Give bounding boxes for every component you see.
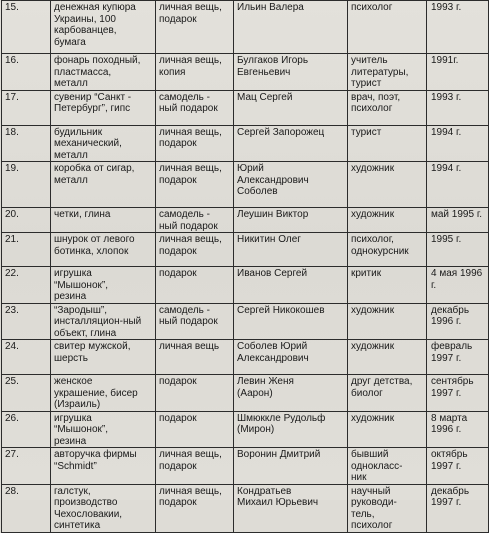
row-number: 16.	[2, 54, 51, 91]
date-received: май 1995 г.	[427, 208, 489, 233]
date-received: 1994 г.	[427, 162, 489, 208]
table-row	[2, 54, 489, 91]
item-description: коробка от сигар, металл	[51, 162, 156, 208]
table-row	[2, 411, 489, 448]
table-row	[2, 125, 489, 162]
date-received: 1991г.	[427, 54, 489, 91]
donor-occupation: художник	[348, 411, 427, 448]
donor-name: Левин Женя (Аарон)	[234, 375, 348, 412]
item-description: будильник механический, металл	[51, 125, 156, 162]
row-number: 18.	[2, 125, 51, 162]
donor-name: Кондратьев Михаил Юрьевич	[234, 484, 348, 532]
date-received: 1995 г.	[427, 233, 489, 267]
row-number: 28.	[2, 484, 51, 532]
donor-occupation: художник	[348, 208, 427, 233]
date-received: 8 марта 1996 г.	[427, 411, 489, 448]
table-row	[2, 90, 489, 125]
item-description: “Зародыш”, инсталляцион-ный объект, глина	[51, 303, 156, 340]
donor-name: Соболев Юрий Александрович	[234, 340, 348, 375]
item-type: подарок	[156, 411, 234, 448]
table-row	[2, 208, 489, 233]
donor-occupation: друг детства, биолог	[348, 375, 427, 412]
row-number: 26.	[2, 411, 51, 448]
row-number: 24.	[2, 340, 51, 375]
item-type: личная вещь, подарок	[156, 162, 234, 208]
donor-occupation: критик	[348, 267, 427, 304]
item-type: личная вещь, подарок	[156, 1, 234, 54]
donor-occupation: художник	[348, 162, 427, 208]
donor-name: Никитин Олег	[234, 233, 348, 267]
date-received: сентябрь 1997 г.	[427, 375, 489, 412]
item-type: самодель - ный подарок	[156, 90, 234, 125]
donor-name: Сергей Никокошев	[234, 303, 348, 340]
date-received: февраль 1997 г.	[427, 340, 489, 375]
item-type: самодель - ный подарок	[156, 208, 234, 233]
table-row	[2, 233, 489, 267]
donor-occupation: врач, поэт, психолог	[348, 90, 427, 125]
table-row	[2, 1, 489, 54]
item-description: игрушка “Мышонок”, резина	[51, 411, 156, 448]
item-type: подарок	[156, 375, 234, 412]
date-received: 1993 г.	[427, 1, 489, 54]
item-description: денежная купюра Украины, 100 карбованцев, бумага	[51, 1, 156, 54]
row-number: 20.	[2, 208, 51, 233]
table-row	[2, 375, 489, 412]
row-number: 23.	[2, 303, 51, 340]
item-type: личная вещь, подарок	[156, 125, 234, 162]
date-received: 1993 г.	[427, 90, 489, 125]
donor-name: Воронин Дмитрий	[234, 448, 348, 485]
donor-name: Сергей Запорожец	[234, 125, 348, 162]
item-description: сувенир “Санкт - Петербург”, гипс	[51, 90, 156, 125]
item-type: личная вещь, копия	[156, 54, 234, 91]
row-number: 17.	[2, 90, 51, 125]
date-received: декабрь 1997 г.	[427, 484, 489, 532]
table-row	[2, 267, 489, 304]
date-received: 1994 г.	[427, 125, 489, 162]
donor-name: Леушин Виктор	[234, 208, 348, 233]
donor-name: Булгаков Игорь Евгеньевич	[234, 54, 348, 91]
table-row	[2, 484, 489, 532]
date-received: декабрь 1996 г.	[427, 303, 489, 340]
item-description: игрушка “Мышонок”, резина	[51, 267, 156, 304]
donor-occupation: психолог, однокурсник	[348, 233, 427, 267]
item-description: авторучка фирмы “Schmidt”	[51, 448, 156, 485]
item-description: фонарь походный, пластмасса, металл	[51, 54, 156, 91]
table-row	[2, 303, 489, 340]
table-row	[2, 448, 489, 485]
item-description: женское украшение, бисер (Израиль)	[51, 375, 156, 412]
donor-occupation: бывший однокласс- ник	[348, 448, 427, 485]
donor-name: Иванов Сергей	[234, 267, 348, 304]
item-type: самодель - ный подарок	[156, 303, 234, 340]
donor-occupation: психолог	[348, 1, 427, 54]
item-description: четки, глина	[51, 208, 156, 233]
row-number: 19.	[2, 162, 51, 208]
date-received: 4 мая 1996 г.	[427, 267, 489, 304]
row-number: 15.	[2, 1, 51, 54]
donor-occupation: художник	[348, 303, 427, 340]
item-description: шнурок от левого ботинка, хлопок	[51, 233, 156, 267]
collection-table	[1, 0, 489, 533]
donor-occupation: художник	[348, 340, 427, 375]
item-type: подарок	[156, 267, 234, 304]
donor-occupation: учитель литературы, турист	[348, 54, 427, 91]
row-number: 22.	[2, 267, 51, 304]
donor-name: Ильин Валера	[234, 1, 348, 54]
donor-occupation: турист	[348, 125, 427, 162]
item-type: личная вещь, подарок	[156, 448, 234, 485]
donor-name: Юрий Александрович Соболев	[234, 162, 348, 208]
table-row	[2, 340, 489, 375]
date-received: октябрь 1997 г.	[427, 448, 489, 485]
row-number: 25.	[2, 375, 51, 412]
donor-occupation: научный руководи- тель, психолог	[348, 484, 427, 532]
table-row	[2, 162, 489, 208]
item-description: галстук, производство Чехословакии, синтетика	[51, 484, 156, 532]
item-type: личная вещь	[156, 340, 234, 375]
donor-name: Мац Сергей	[234, 90, 348, 125]
item-description: свитер мужской, шерсть	[51, 340, 156, 375]
row-number: 21.	[2, 233, 51, 267]
item-type: личная вещь, подарок	[156, 233, 234, 267]
donor-name: Шмюккле Рудольф (Мирон)	[234, 411, 348, 448]
row-number: 27.	[2, 448, 51, 485]
item-type: личная вещь, подарок	[156, 484, 234, 532]
